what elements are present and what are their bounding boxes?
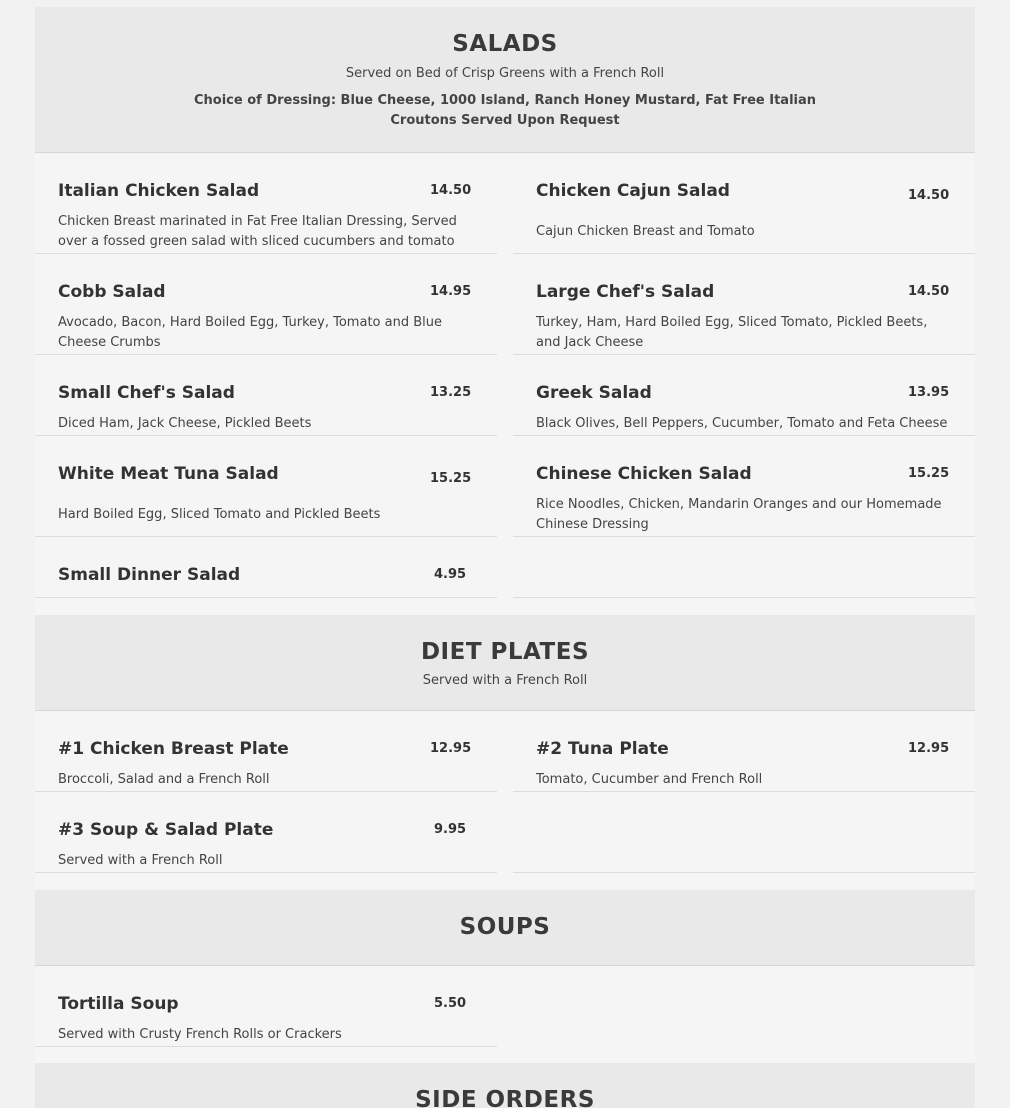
diet-subtitle: Served with a French Roll (422, 673, 588, 688)
section-spacer (35, 1047, 975, 1063)
item-price: 4.95 (434, 567, 467, 582)
item-name: White Meat Tuna Salad (58, 464, 279, 484)
item-price: 14.50 (908, 188, 950, 203)
menu-item[interactable] (35, 153, 497, 254)
menu-item[interactable] (35, 436, 497, 537)
menu-item[interactable] (35, 966, 497, 1047)
item-description: Broccoli, Salad and a French Roll (58, 772, 270, 787)
salads-items (35, 153, 975, 598)
item-description: Black Olives, Bell Peppers, Cucumber, Tomato and Feta Cheese (536, 416, 948, 431)
item-price: 15.25 (430, 471, 472, 486)
menu-item[interactable] (513, 153, 975, 254)
soups-header (35, 890, 975, 966)
item-name: Small Dinner Salad (58, 565, 241, 585)
item-name: Chinese Chicken Salad (536, 464, 752, 484)
item-name: Chicken Cajun Salad (536, 181, 730, 201)
empty-cell (513, 966, 975, 1047)
menu-item[interactable] (35, 355, 497, 436)
menu-item[interactable] (513, 436, 975, 537)
menu-item[interactable] (35, 537, 497, 598)
diet-title: DIET PLATES (420, 639, 590, 665)
item-description: Turkey, Ham, Hard Boiled Egg, Sliced Tomato, Pickled Beets, and Jack Cheese (536, 315, 928, 350)
item-description: Tomato, Cucumber and French Roll (536, 772, 763, 787)
item-name: #3 Soup & Salad Plate (58, 820, 274, 840)
soups-items (35, 966, 975, 1047)
item-name: #1 Chicken Breast Plate (58, 739, 289, 759)
section-spacer (35, 598, 975, 615)
diet-header (35, 615, 975, 711)
item-name: Small Chef's Salad (58, 383, 235, 403)
menu-item[interactable] (513, 355, 975, 436)
section-spacer (35, 873, 975, 890)
item-description: Served with a French Roll (58, 853, 223, 868)
item-price: 12.95 (430, 741, 472, 756)
item-name: Greek Salad (536, 383, 652, 403)
salads-title: SALADS (452, 31, 558, 57)
soups-title: SOUPS (459, 914, 551, 940)
menu-item[interactable] (513, 254, 975, 355)
item-name: Tortilla Soup (58, 994, 179, 1014)
menu-item[interactable] (35, 711, 497, 792)
item-price: 5.50 (434, 996, 467, 1011)
item-description: Cajun Chicken Breast and Tomato (536, 224, 755, 239)
item-description: Chicken Breast marinated in Fat Free Italian Dressing, Served over a fossed green salad with sliced cucumbers and tomato (58, 214, 457, 249)
item-description: Rice Noodles, Chicken, Mandarin Oranges and our Homemade Chinese Dressing (536, 497, 942, 532)
empty-cell (513, 537, 975, 598)
item-name: Cobb Salad (58, 282, 166, 302)
salads-subtitle: Served on Bed of Crisp Greens with a French Roll (345, 66, 665, 81)
item-price: 9.95 (434, 822, 467, 837)
menu-container (35, 7, 975, 1108)
item-name: #2 Tuna Plate (536, 739, 669, 759)
menu-item[interactable] (513, 711, 975, 792)
item-description: Served with Crusty French Rolls or Crackers (58, 1027, 342, 1042)
item-price: 14.50 (908, 284, 950, 299)
salads-dressing-note: Choice of Dressing: Blue Cheese, 1000 Island, Ranch Honey Mustard, Fat Free Italian (193, 93, 817, 108)
menu-item[interactable] (35, 254, 497, 355)
item-description: Diced Ham, Jack Cheese, Pickled Beets (58, 416, 312, 431)
sides-header (35, 1063, 975, 1108)
item-description: Avocado, Bacon, Hard Boiled Egg, Turkey, Tomato and Blue Cheese Crumbs (58, 315, 442, 350)
item-description: Hard Boiled Egg, Sliced Tomato and Pickled Beets (58, 507, 381, 522)
item-name: Italian Chicken Salad (58, 181, 260, 201)
item-price: 12.95 (908, 741, 950, 756)
item-price: 14.50 (430, 183, 472, 198)
salads-header (35, 7, 975, 153)
item-price: 13.95 (908, 385, 950, 400)
salads-crouton-note: Croutons Served Upon Request (390, 113, 620, 128)
item-name: Large Chef's Salad (536, 282, 715, 302)
menu-item[interactable] (35, 792, 497, 873)
item-price: 13.25 (430, 385, 472, 400)
item-price: 15.25 (908, 466, 950, 481)
diet-items (35, 711, 975, 873)
sides-title: SIDE ORDERS (415, 1087, 595, 1108)
item-price: 14.95 (430, 284, 472, 299)
empty-cell (513, 792, 975, 873)
